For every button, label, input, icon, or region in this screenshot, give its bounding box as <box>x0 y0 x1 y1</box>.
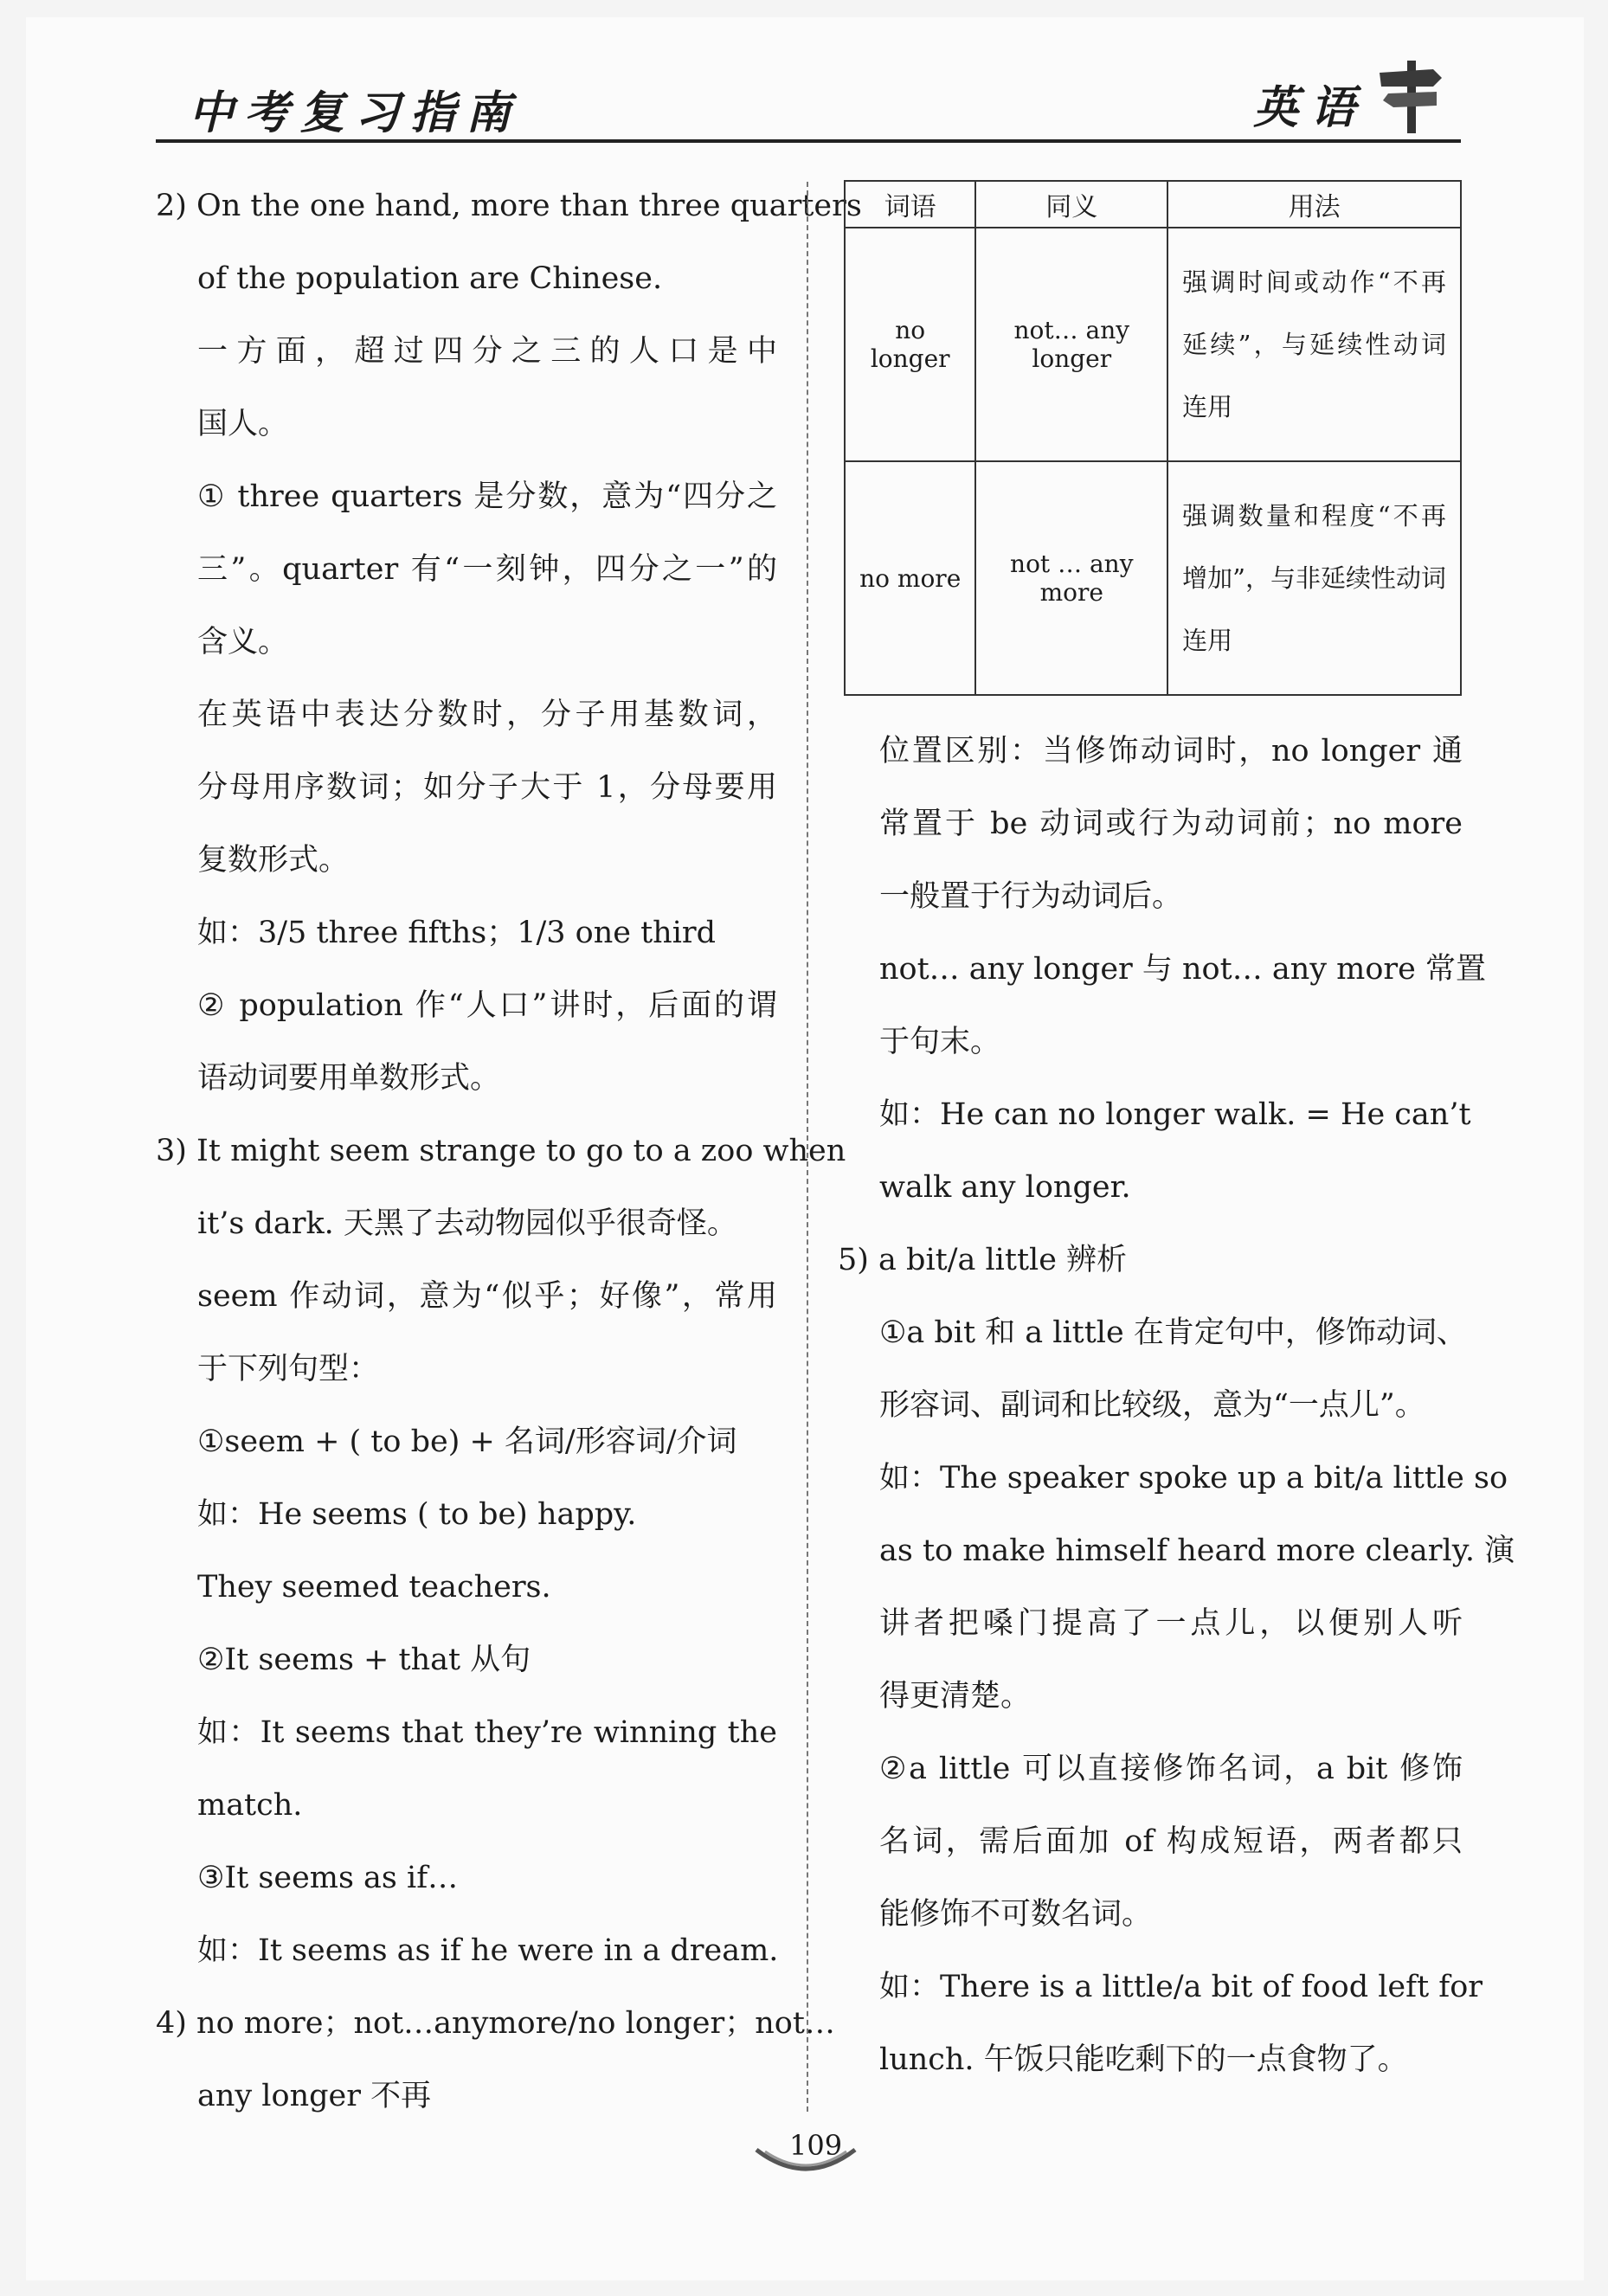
table-cell-synonym: not… any longer <box>975 228 1167 461</box>
right-column <box>838 715 1515 2096</box>
bit-note-1: 形容词、副词和比较级，意为“一点儿”。 <box>879 1388 1425 1423</box>
table-row <box>845 228 1461 461</box>
item2-translation: 一方面，超过四分之三的人口是中 <box>197 334 777 369</box>
table-header: 词语 <box>845 181 975 228</box>
usage-line: 连用 <box>1182 392 1233 422</box>
item4-heading: 4) no more；not…anymore/no longer；not… <box>156 2006 835 2041</box>
seem-pattern-3: ③It seems as if… <box>197 1861 459 1895</box>
seem-pattern-1-example: They seemed teachers. <box>197 1570 551 1605</box>
seem-pattern-2-example: 如：It seems that they’re winning the <box>197 1715 777 1750</box>
usage-line: 强调数量和程度“不再 <box>1182 501 1446 531</box>
seem-pattern-2: ②It seems + that 从句 <box>197 1643 531 1677</box>
item3-sentence-cont: it’s dark. 天黑了去动物园似乎很奇怪。 <box>197 1206 737 1241</box>
fraction-example: 如：3/5 three fifths；1/3 one third <box>197 916 717 950</box>
item4-heading-cont: any longer 不再 <box>197 2079 432 2113</box>
note1-text: 三”。quarter 有“一刻钟，四分之一”的 <box>197 552 777 587</box>
seem-pattern-2-example: match. <box>197 1788 303 1823</box>
seem-explanation: 于下列句型： <box>197 1352 380 1386</box>
subject-title: 英语 <box>1253 81 1368 134</box>
note2-text: 语动词要用单数形式。 <box>197 1061 501 1096</box>
bit-example-2: lunch. 午饭只能吃剩下的一点食物了。 <box>879 2042 1408 2077</box>
usage-line: 增加”，与非延续性动词 <box>1182 563 1446 594</box>
bit-example-1: 得更清楚。 <box>879 1679 1032 1714</box>
table-header-row <box>845 181 1461 228</box>
table-row <box>845 461 1461 695</box>
position-difference: 常置于 be 动词或行为动词前；no more <box>879 807 1463 841</box>
bit-note-2: 名词，需后面加 of 构成短语，两者都只 <box>879 1824 1463 1859</box>
item2-sentence: 2) On the one hand, more than three quarters <box>156 189 862 223</box>
table-header: 用法 <box>1167 181 1461 228</box>
seem-explanation: seem 作动词，意为“似乎；好像”，常用 <box>197 1279 777 1314</box>
position-difference: 位置区别：当修饰动词时，no longer 通 <box>879 734 1463 769</box>
seem-pattern-3-example: 如：It seems as if he were in a dream. <box>197 1933 779 1968</box>
bit-note-2: 能修饰不可数名词。 <box>879 1897 1153 1932</box>
table-cell-word: no more <box>845 461 975 695</box>
note2-text: ② population 作“人口”讲时，后面的谓 <box>197 988 777 1023</box>
comparison-table <box>844 180 1462 696</box>
left-column <box>156 170 862 2132</box>
page-number: 109 <box>789 2129 843 2162</box>
seem-pattern-1-example: 如：He seems ( to be) happy. <box>197 1497 637 1532</box>
fraction-rule: 复数形式。 <box>197 843 350 878</box>
sentence-end-note: not… any longer 与 not… any more 常置 <box>879 952 1486 987</box>
item2-translation-cont: 国人。 <box>197 407 289 441</box>
position-difference: 一般置于行为动词后。 <box>879 879 1183 914</box>
sentence-end-note: 于句末。 <box>879 1025 1001 1059</box>
table-cell-synonym: not … any more <box>975 461 1167 695</box>
table-cell-usage <box>1167 461 1461 695</box>
note1-text: ① three quarters 是分数，意为“四分之 <box>197 479 777 514</box>
bit-note-2: ②a little 可以直接修饰名词，a bit 修饰 <box>879 1752 1463 1786</box>
fraction-rule: 在英语中表达分数时，分子用基数词， <box>197 698 777 732</box>
bit-example-1: 如：The speaker spoke up a bit/a little so <box>879 1461 1508 1495</box>
table-header: 同义 <box>975 181 1167 228</box>
bit-example-2: 如：There is a little/a bit of food left for <box>879 1970 1483 2004</box>
bit-example-1: 讲者把嗓门提高了一点儿，以便别人听 <box>879 1606 1463 1641</box>
book-title: 中考复习指南 <box>189 87 522 139</box>
item3-sentence: 3) It might seem strange to go to a zoo when <box>156 1134 846 1168</box>
item2-sentence-cont: of the population are Chinese. <box>197 261 663 296</box>
header-rule <box>156 139 1461 143</box>
seem-pattern-1: ①seem + ( to be) + 名词/形容词/介词 <box>197 1425 737 1459</box>
bit-example-1: as to make himself heard more clearly. 演 <box>879 1534 1515 1568</box>
longer-example: walk any longer. <box>879 1170 1131 1205</box>
signpost-icon <box>1376 57 1445 135</box>
fraction-rule: 分母用序数词；如分子大于 1，分母要用 <box>197 770 777 805</box>
longer-example: 如：He can no longer walk. = He can’t <box>879 1097 1471 1132</box>
bit-note-1: ①a bit 和 a little 在肯定句中，修饰动词、 <box>879 1315 1467 1350</box>
usage-line: 强调时间或动作“不再 <box>1182 267 1446 298</box>
usage-line: 连用 <box>1182 626 1233 656</box>
table-cell-usage <box>1167 228 1461 461</box>
usage-line: 延续”，与延续性动词 <box>1182 330 1446 360</box>
item5-heading: 5) a bit/a little 辨析 <box>838 1243 1128 1277</box>
note1-text: 含义。 <box>197 625 289 659</box>
table-cell-word: no longer <box>845 228 975 461</box>
column-divider <box>807 182 808 2112</box>
